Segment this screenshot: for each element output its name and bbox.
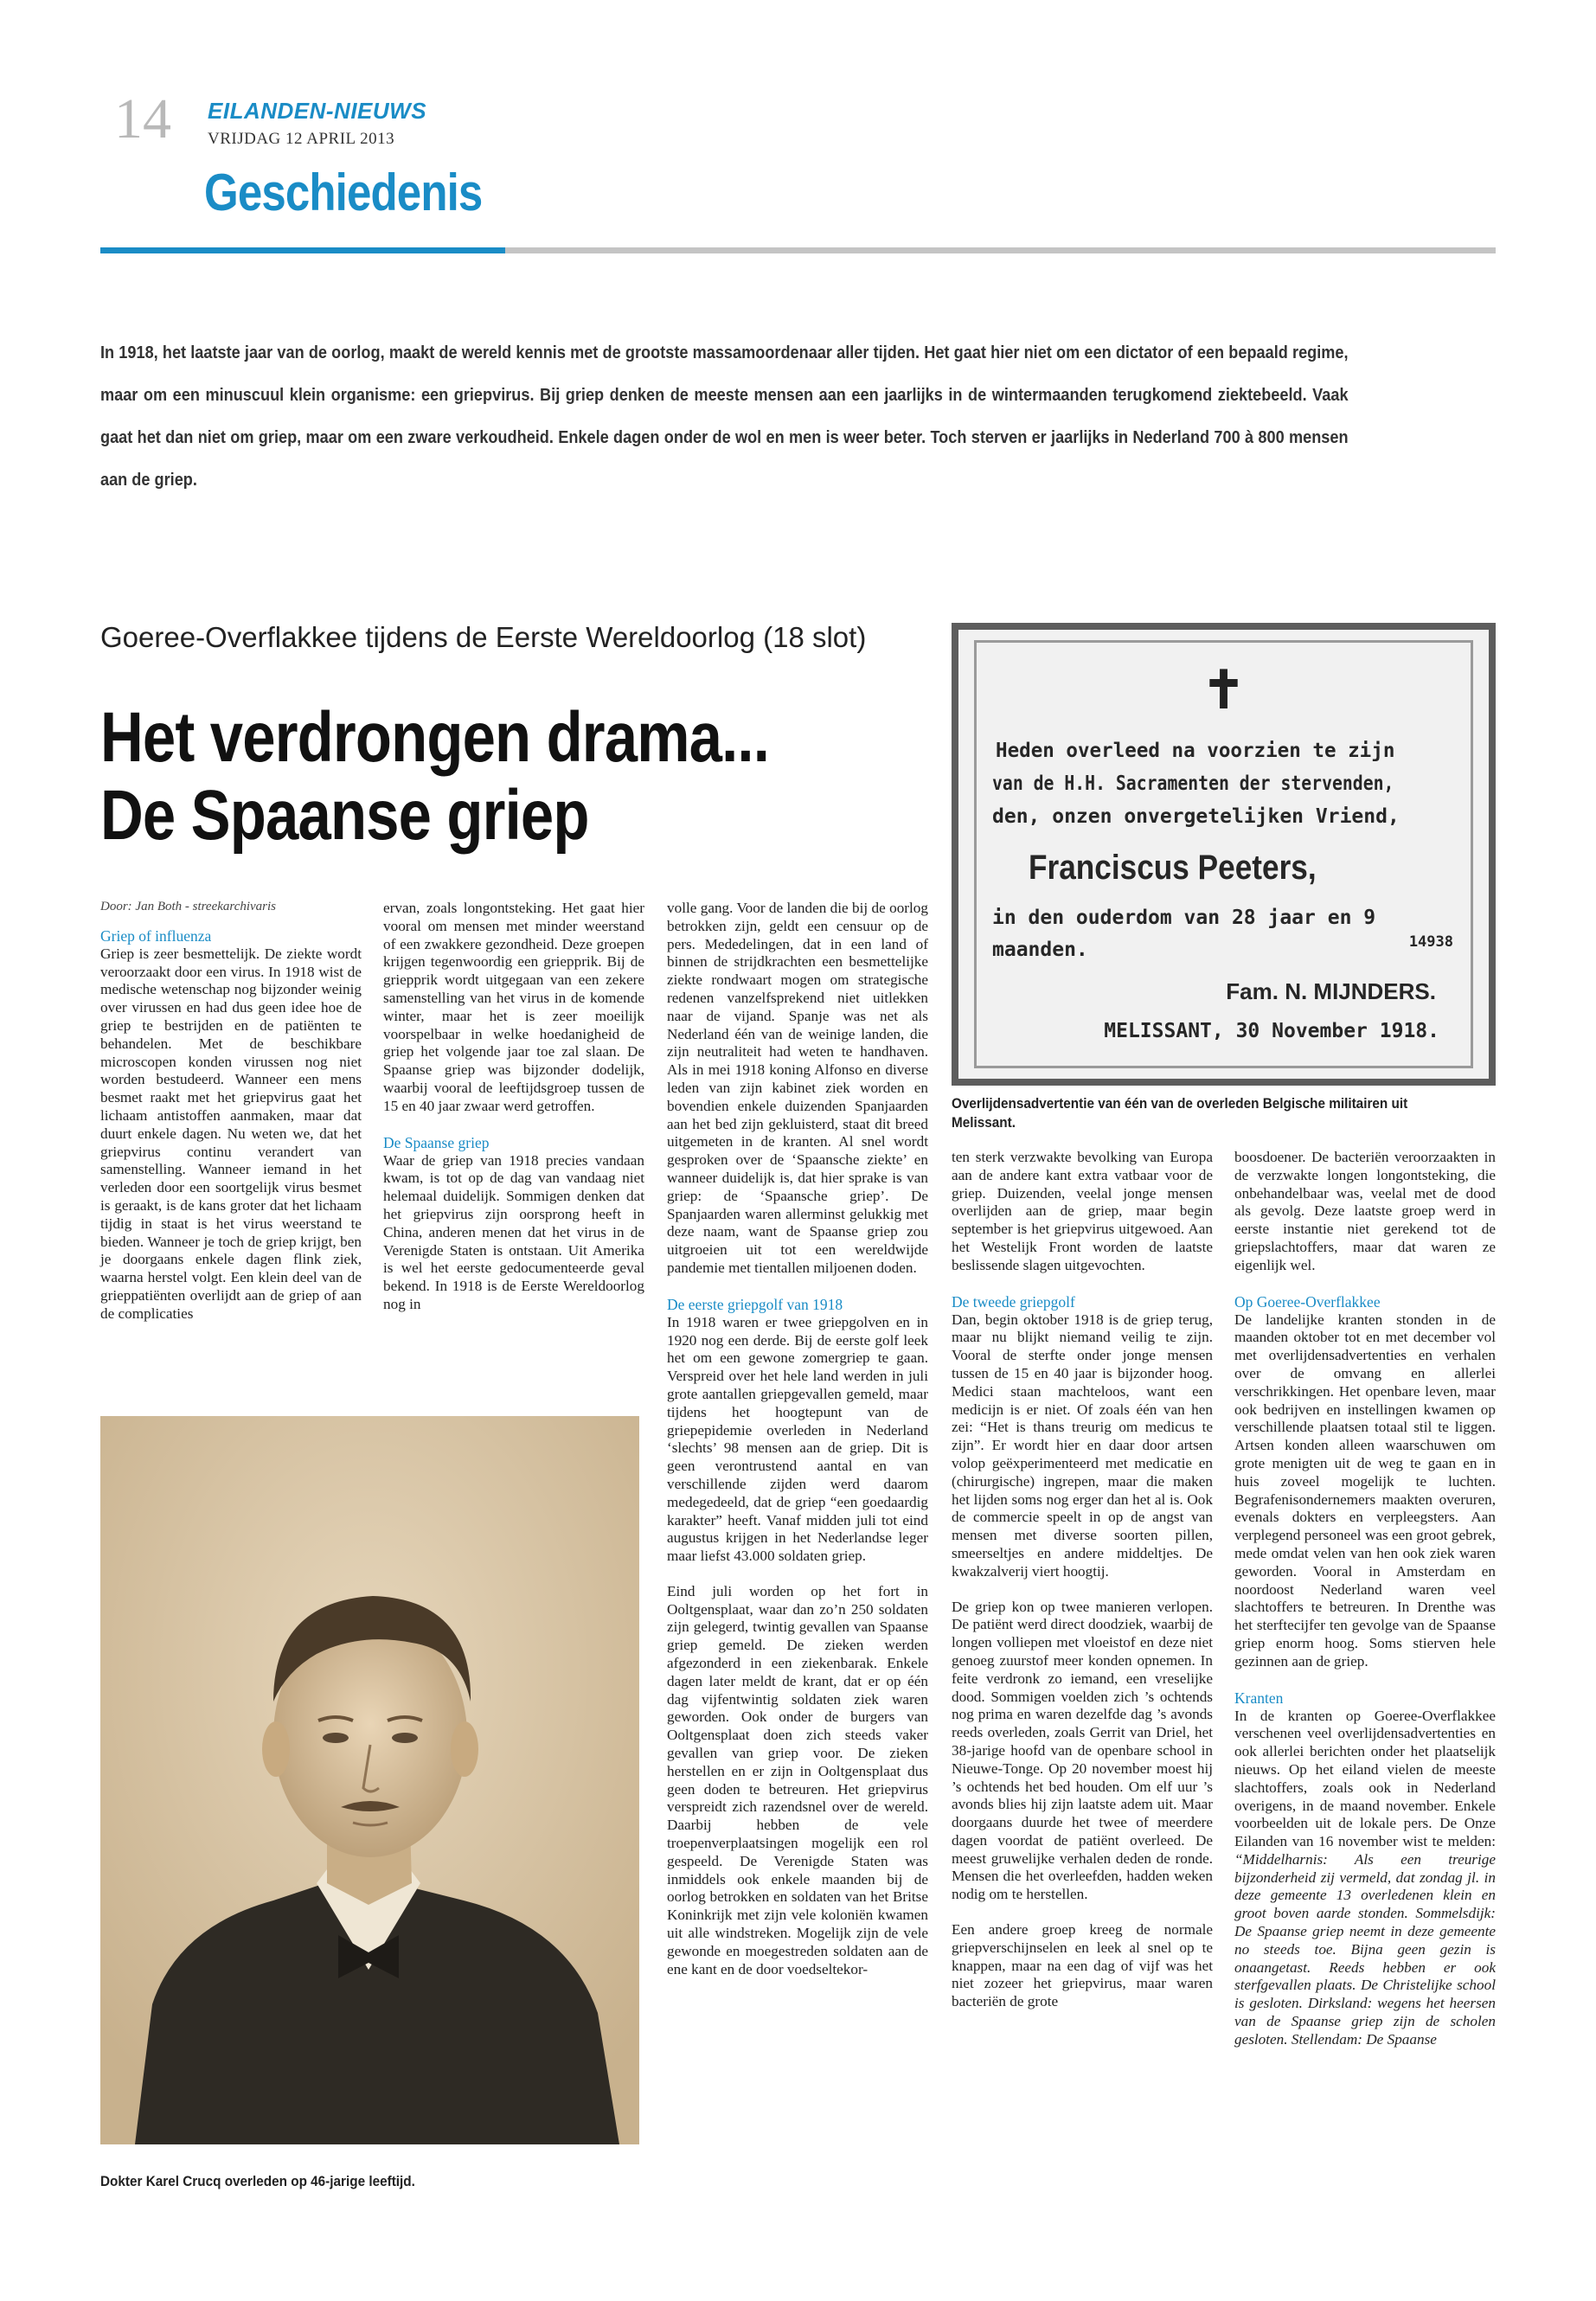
subheading: Op Goeree-Overflakkee bbox=[1234, 1292, 1381, 1311]
article-column-4 bbox=[952, 1149, 1213, 2011]
subheading: De tweede griepgolf bbox=[952, 1292, 1075, 1311]
quoted-news: “Middelharnis: Als een treurige bijzonderheid zij vermeld, dat zondag jl. in deze gemeente 13 overledenen klein en groot boven aarde stonden. Sommelsdijk: De Spaanse griep neemt in deze gemeente no steeds toe. Bijna geen gezin is onaangetast. Reeds hebben er ook sterfgevallen plaats. De Christelijke school is gesloten. Dirksland: wegens het heersen van de Spaanse griep zijn de scholen gesloten. Stellendam: De Spaanse bbox=[1234, 1850, 1496, 2048]
advert-line: Heden overleed na voorzien te zijn bbox=[996, 740, 1395, 762]
advert-line: den, onzen onvergetelijken Vriend, bbox=[992, 805, 1400, 828]
newspaper-masthead: EILANDEN-NIEUWS bbox=[208, 98, 427, 124]
paragraph: boosdoener. De bacteriën veroorzaakten in de verzwakte longen longontsteking, die onbehandelbaar was, veelal met de dood als gevolg. Deze laatste groep werd in eerste instantie niet gerekend tot de griepslachtoffers, maar dat waren ze eigenlijk wel. bbox=[1234, 1149, 1496, 1273]
headline-line-2: De Spaanse griep bbox=[100, 776, 589, 855]
advert-place-date: MELISSANT, 30 November 1918. bbox=[1104, 1020, 1439, 1042]
advert-family: Fam. N. MIJNDERS. bbox=[1226, 978, 1436, 1004]
article-headline bbox=[100, 699, 769, 855]
advert-frame bbox=[974, 640, 1473, 1068]
advert-line: van de H.H. Sacramenten der stervenden, bbox=[992, 772, 1394, 795]
paragraph bbox=[1234, 1708, 1496, 2049]
subheading: Kranten bbox=[1234, 1689, 1284, 1707]
paragraph: Eind juli worden op het fort in Ooltgensplaat, waar dan zo’n 250 soldaten zijn gelegerd, twintig gevallen van Spaanse griep gemeld. De zieken werden afgezonderd in een ziekenbarak. Enkele dagen later meldt de krant, dat er op één dag vijfentwintig soldaten ziek waren geworden. Ook onder de burgers van Ooltgensplaat doen zich steeds vaker gevallen van griep voor. De zieken herstellen en er zijn in Ooltgensplaat dus geen doden te betreuren. Het griepvirus verspreidt zich razendsnel over de wereld. Daarbij hebben de vele troepenverplaatsingen mogelijk een rol gespeeld. De Verenigde Staten was inmiddels ook enkele maanden bij de oorlog betrokken en soldaten van het Britse Koninkrijk met zijn vele koloniën kwamen uit alle windstreken. Mogelijk zijn de vele gewonde en moegestreden soldaten aan de ene kant en de door voedseltekor- bbox=[667, 1582, 928, 1977]
advert-line: in den ouderdom van 28 jaar en 9 bbox=[992, 907, 1376, 929]
article-column-2 bbox=[383, 900, 644, 1314]
article-intro: In 1918, het laatste jaar van de oorlog, maakt de wereld kennis met de grootste massamoordenaar aller tijden. Het gaat hier niet om een dictator of een bepaald regime, maar om een minuscuul klein organisme: een griepvirus. Bij griep denken de meeste mensen aan een jaarlijks in de wintermaanden terugkomend ziektebeeld. Vaak gaat het dan niet om griep, maar om een zware verkoudheid. Enkele dagen onder de wol en men is weer beter. Toch sterven er jaarlijks in Nederland 700 à 800 mensen aan de griep. bbox=[100, 343, 1349, 490]
advert-caption: Overlijdensadvertentie van één van de overleden Belgische militairen uit Melissant. bbox=[952, 1095, 1408, 1131]
paragraph: volle gang. Voor de landen die bij de oorlog betrokken zijn, geldt een censuur op de pers. Mededelingen, dat in een land of binnen de strijdkrachten een besmettelijke ziekte rondwaart mogen om strategische redenen vanzelfsprekend niet uitlekken naar de vijand. Spanje was net als Nederland één van de weinige landen, die zijn neutraliteit had weten te handhaven. Als in mei 1918 koning Alfonso en diverse leden van zijn kabinet ziek worden en bovendien enkele duizenden Spanjaarden aan het bed zijn gekluisterd, staat dit breed uitgemeten in de kranten. Al snel wordt gesproken over de ‘Spaansche ziekte’ en wanneer duidelijk is, dat hier sprake is van griep: de ‘Spaansche griep’. De Spanjaarden waren allerminst gelukkig met deze naam, want de Spaanse griep zou uitgroeien uit tot een wereldwijde pandemie met tientallen miljoenen doden. bbox=[667, 900, 928, 1276]
paragraph: Waar de griep van 1918 precies vandaan kwam, is tot op de dag van vandaag niet helemaal duidelijk. Sommigen denken dat het griepvirus zijn oorsprong heeft in China, anderen menen dat het virus in de Verenigde Staten is ontstaan. Uit Amerika is wel het eerste gedocumenteerde geval bekend. In 1918 is de Eerste Wereldoorlog nog in bbox=[383, 1151, 644, 1312]
article-column-5 bbox=[1234, 1149, 1496, 2049]
section-title: Geschiedenis bbox=[204, 163, 483, 221]
advert-number: 14938 bbox=[1408, 933, 1453, 951]
obituary-advert-image bbox=[952, 623, 1496, 1086]
page-number: 14 bbox=[114, 87, 171, 151]
subheading: De eerste griepgolf van 1918 bbox=[667, 1295, 843, 1313]
article-kicker: Goeree-Overflakkee tijdens de Eerste Wereldoorlog (18 slot) bbox=[100, 621, 867, 653]
byline: Door: Jan Both - streekarchivaris bbox=[100, 900, 277, 913]
paragraph: Dan, begin oktober 1918 is de griep terug, maar nu blijkt niemand veilig te zijn. Vooral de sterfte onder jonge mensen tussen de 15 en 40 jaar is bijzonder hoog. Medici staan machteloos, want een medicijn is er niet. Of zoals één van hen zei: “Het is thans treurig om medicus te zijn”. Er wordt hier en daar door artsen volop geëxperimenteerd met medicatie en (chirurgische) ingrepen, maar die maken het lijden soms nog erger dan het al is. Ook de commercie speelt in op de angst van mensen met diverse soorten pillen, smeerseltjes en andere middeltjes. De kwakzalverij viert hoogtij. bbox=[952, 1311, 1213, 1580]
paragraph: Een andere groep kreeg de normale griepverschijnselen en leek al snel op te knappen, maar na een dag of vijf was het niet zozeer het griepvirus, maar waren bacteriën de grote bbox=[952, 1921, 1213, 2010]
subheading: Griep of influenza bbox=[100, 926, 212, 945]
portrait-caption: Dokter Karel Crucq overleden op 46-jarige leeftijd. bbox=[100, 2173, 415, 2189]
paragraph: ten sterk verzwakte bevolking van Europa aan de andere kant extra vatbaar voor de griep. Duizenden, veelal jonge mensen overlijden aan de griep, maar begin september is het griepvirus uitgewoed. Aan het Westelijk Front worden de laatste beslissende slagen uitgevochten. bbox=[952, 1149, 1213, 1273]
portrait-illustration bbox=[100, 1416, 639, 2144]
section-rule-accent bbox=[100, 247, 505, 253]
paragraph: In 1918 waren er twee griepgolven en in 1920 nog een derde. Bij de eerste golf leek het om een gewone zomergriep te gaan. Verspreid over het hele land werden in juli grote aantallen griepgevallen gemeld, maar tijdens het hoogtepunt van de griepepidemie overleden in Nederland ‘slechts’ 98 mensen aan de griep. Dit is geen verontrustend aantal en van verschillende zijden werd daarom medegedeeld, dat de griep “een goedaardig karakter” heeft. Vanaf midden juli tot eind augustus krijgen in het Nederlandse leger maar liefst 43.000 soldaten griep. bbox=[667, 1313, 928, 1565]
article-column-3 bbox=[667, 900, 928, 1978]
subheading: De Spaanse griep bbox=[383, 1133, 490, 1151]
paragraph: De landelijke kranten stonden in de maanden oktober tot en met december vol met overlijdensadvertenties en verhalen over de omvang en allerlei verschrikkingen. Het openbare leven, maar ook bedrijven en instellingen kwamen op verschillende plaatsen totaal stil te liggen. Artsen konden alleen waarschuwen om grote menigten uit de weg te gaan en in huis zoveel mogelijk te luchten. Begrafenisondernemers maakten overuren, evenals dokters en verpleegsters. Aan verplegend personeel was een groot gebrek, mede omdat velen van hen ook ziek waren geworden. Vooral in Amsterdam en noordoost Nederland waren veel slachtoffers te betreuren. In Drenthe was het sterftecijfer ten gevolge van de Spaanse griep enorm hoog. Soms stierven hele gezinnen aan de griep. bbox=[1234, 1311, 1496, 1670]
paragraph: De griep kon op twee manieren verlopen. De patiënt werd direct doodziek, waarbij de longen volliepen met vloeistof en deze niet genoeg zuurstof meer konden opnemen. In feite verdronk zo iemand, een vreselijke dood. Sommigen voelden zich ’s ochtends nog prima en waren dezelfde dag ’s avonds reeds overleden, zoals Gerrit van Driel, het 38-jarige hoofd van de openbare school in Nieuwe-Tonge. Op 20 november moest hij ’s ochtends het bed houden. Om elf uur ’s avonds blies hij zijn laatste adem uit. Maar doorgaans duurde het twee of meerdere dagen voordat de patiënt overleed. De meest gruwelijke verhalen deden de ronde. Mensen die het overleefden, hadden weken nodig om te herstellen. bbox=[952, 1598, 1213, 1903]
section-rule bbox=[505, 247, 1496, 253]
portrait-photo bbox=[100, 1416, 639, 2144]
cross-icon: ✝ bbox=[1202, 660, 1246, 721]
advert-line: maanden. bbox=[992, 939, 1088, 961]
paragraph: Griep is zeer besmettelijk. De ziekte wordt veroorzaakt door een virus. In 1918 wist de medische wetenschap nog bijzonder weinig over virussen en had dus geen idee hoe de griep te bestrijden en de patiënten te behandelen. Met de beschikbare microscopen konden virussen nog niet worden bestudeerd. Wanneer een mens besmet raakt met het griepvirus gaat het lichaam antistoffen aanmaken, maar dat duurt enkele dagen. Nu weten we, dat het griepvirus continu verandert van samenstelling. Wanneer iemand in het verleden door een soortgelijk virus besmet is geraakt, is de kans groter dat het lichaam tijdig in staat is het virus weerstand te bieden. Wanneer je toch de griep krijgt, ben je doorgaans enkele dagen flink ziek, waarna herstel volgt. Een klein deel van de grieppatiënten overlijdt aan de griep of aan de complicaties bbox=[100, 945, 362, 1322]
issue-date: VRIJDAG 12 APRIL 2013 bbox=[208, 130, 395, 148]
headline-line-1: Het verdrongen drama... bbox=[100, 698, 770, 777]
paragraph: ervan, zoals longontsteking. Het gaat hier vooral om mensen met minder weerstand of een zwakkere gezondheid. Deze groepen krijgen tegenwoordig een griepprik. Bij de griepprik wordt uitgegaan van een zekere samenstelling van het virus in de komende winter, maar het is zeer moeilijk voorspelbaar in welke hoedanigheid de griep het volgende jaar toe zal slaan. De Spaanse griep was bijzonder dodelijk, waarbij vooral de leeftijdsgroep tussen de 15 en 40 jaar zwaar werd getroffen. bbox=[383, 900, 644, 1114]
article-column-1 bbox=[100, 898, 362, 1324]
paragraph-text: In de kranten op Goeree-Overflakkee verschenen veel overlijdensadvertenties en ook allerlei berichten onder het plaatselijk nieuws. Op het eiland vielen de meeste slachtoffers, zoals ook in Nederland overigens, in de maand november. Enkele voorbeelden uit de lokale pers. De Onze Eilanden van 16 november wist te melden: bbox=[1234, 1707, 1496, 1850]
deceased-name: Franciscus Peeters, bbox=[1029, 849, 1317, 887]
